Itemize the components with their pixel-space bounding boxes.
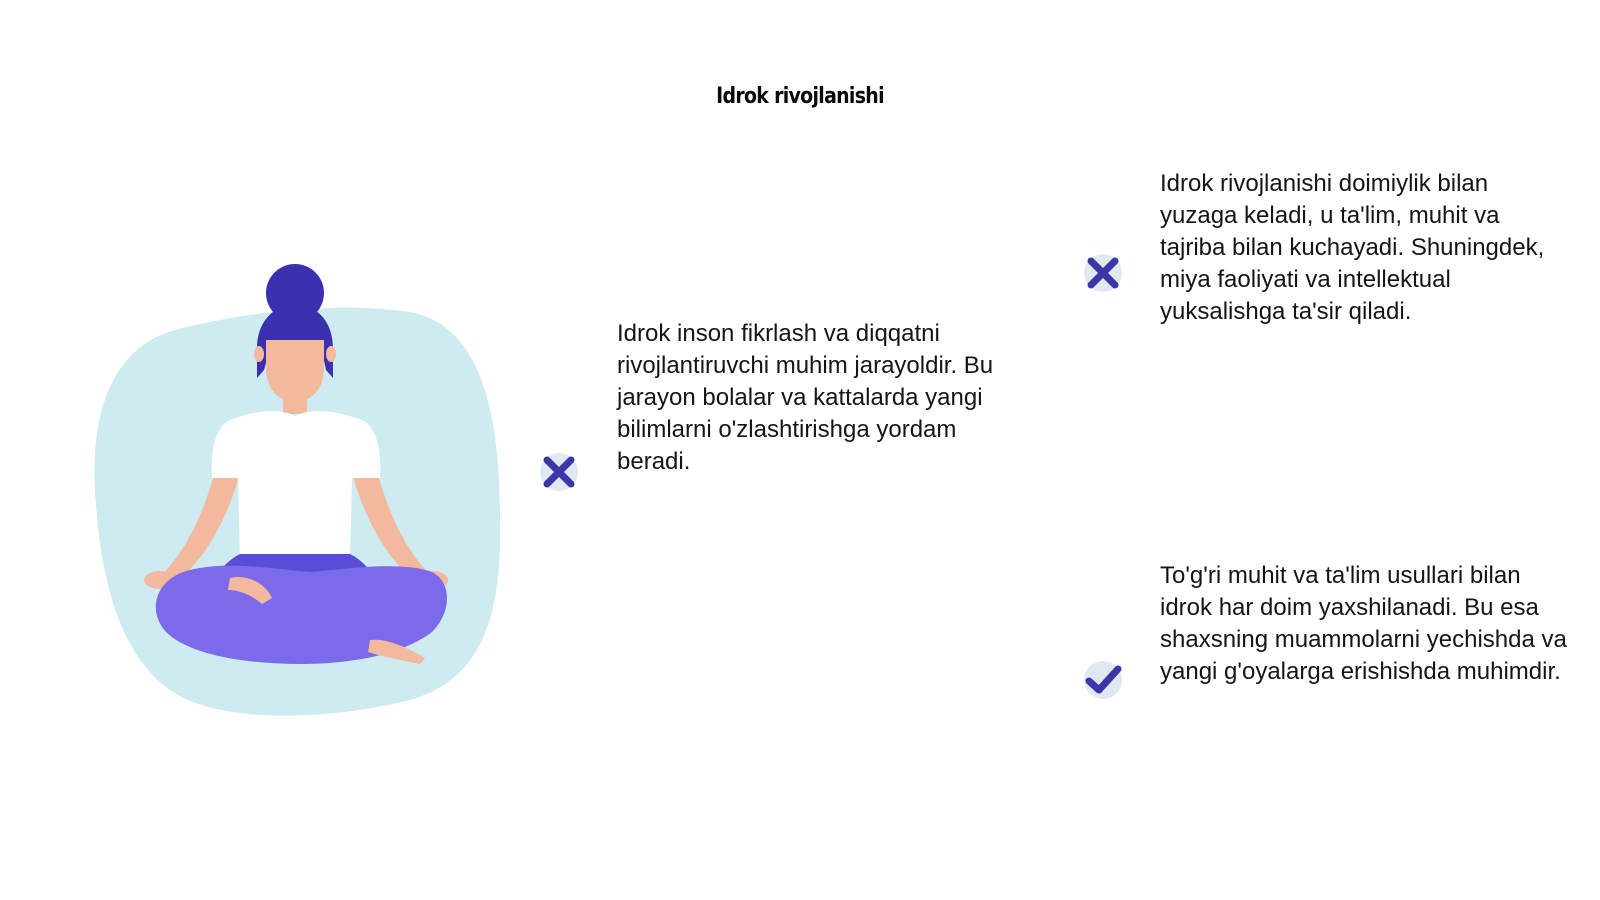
point-text-2: Idrok rivojlanishi doimiylik bilan yuzaga keladi, u ta'lim, muhit va tajriba bilan kuchayadi. Shuningdek, miya faoliyati va intellektual yuksalishga ta'sir qiladi. [1160,170,1545,325]
checkmark-icon [1080,657,1126,703]
meditating-woman-illustration [80,260,520,740]
cross-icon [536,449,582,495]
face [266,340,324,402]
point-text-1: Idrok inson fikrlash va diqqatni rivojlantiruvchi muhim jarayoldir. Bu jarayon bolalar va kattalarda yangi bilimlarni o'zlashtirishga yordam beradi. [617,320,994,475]
cross-icon [1080,250,1126,296]
slide-title: Idrok rivojlanishi [716,84,884,109]
point-text-3: To'g'ri muhit va ta'lim usullari bilan idrok har doim yaxshilanadi. Bu esa shaxsning muammolarni yechishda va yangi g'oyalarga erishishda muhimdir. [1160,562,1567,685]
